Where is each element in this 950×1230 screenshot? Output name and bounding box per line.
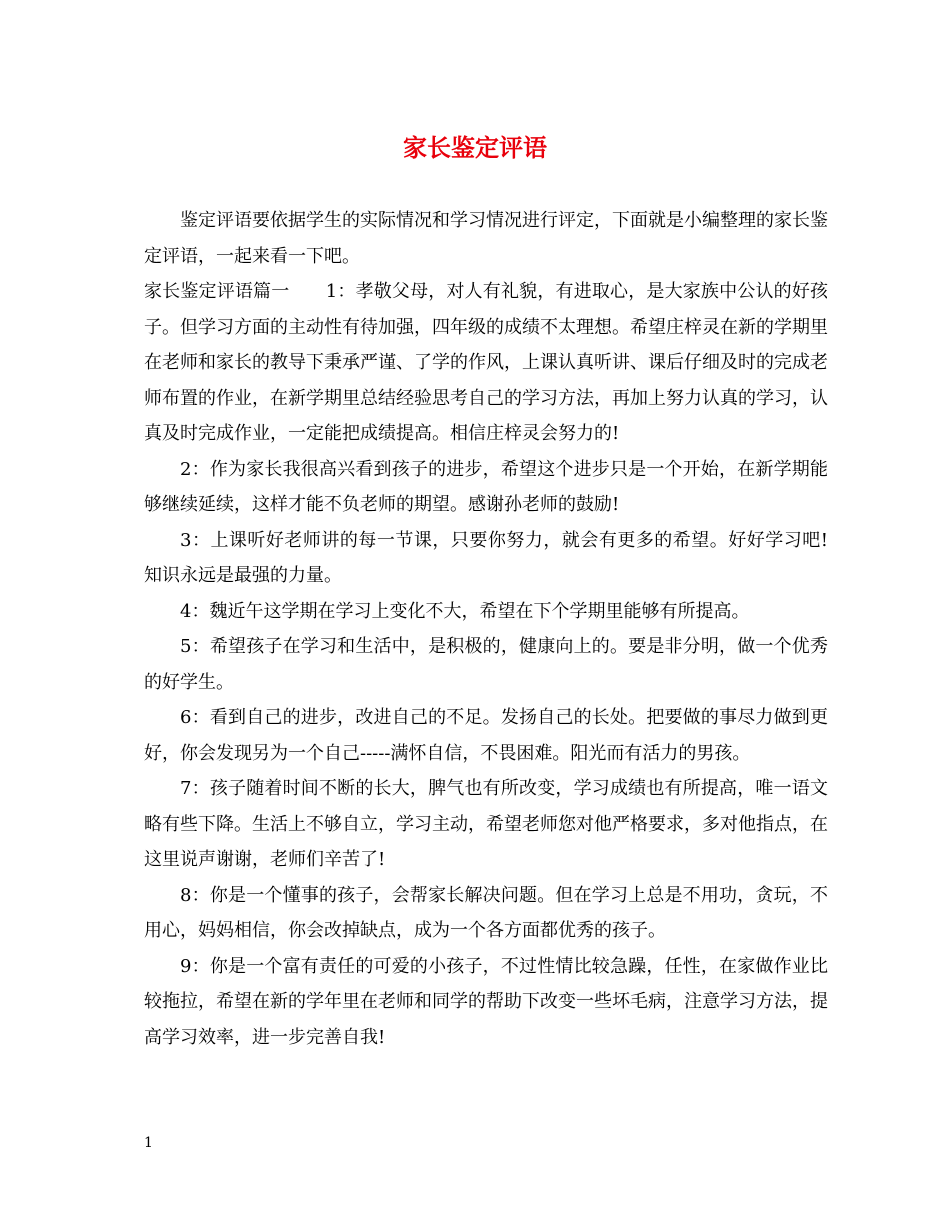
paragraph-7: 7：孩子随着时间不断的长大，脾气也有所改变，学习成绩也有所提高，唯一语文略有些下降。生活上不够自立，学习主动，希望老师您对他严格要求，多对他指点，在这里说声谢谢，老师们辛苦了! — [144, 778, 828, 870]
document-body — [144, 203, 828, 1055]
paragraph-6: 6：看到自己的进步，改进自己的不足。发扬自己的长处。把要做的事尽力做到更好，你会发现另为一个自己-----满怀自信，不畏困难。阳光而有活力的男孩。 — [144, 707, 828, 764]
paragraph-1: 家长鉴定评语篇一 1：孝敬父母，对人有礼貌，有进取心，是大家族中公认的好孩子。但学习方面的主动性有待加强，四年级的成绩不太理想。希望庄梓灵在新的学期里在老师和家长的教导下秉承严谨、了学的作风，上课认真听讲、课后仔细及时的完成老师布置的作业，在新学期里总结经验思考自己的学习方法，再加上努力认真的学习，认真及时完成作业，一定能把成绩提高。相信庄梓灵会努力的! — [144, 281, 828, 444]
page-number: 1 — [144, 1135, 153, 1151]
paragraph-8: 8：你是一个懂事的孩子，会帮家长解决问题。但在学习上总是不用功，贪玩，不用心，妈妈相信，你会改掉缺点，成为一个各方面都优秀的孩子。 — [144, 884, 828, 941]
paragraph-5: 5：希望孩子在学习和生活中，是积极的，健康向上的。要是非分明，做一个优秀的好学生。 — [144, 636, 828, 693]
paragraph-4: 4：魏近午这学期在学习上变化不大，希望在下个学期里能够有所提高。 — [180, 600, 750, 622]
intro-paragraph: 鉴定评语要依据学生的实际情况和学习情况进行评定，下面就是小编整理的家长鉴定评语，一起来看一下吧。 — [144, 210, 828, 267]
document-title: 家长鉴定评语 — [403, 133, 547, 162]
paragraph-3: 3：上课听好老师讲的每一节课，只要你努力，就会有更多的希望。好好学习吧!知识永远是最强的力量。 — [144, 529, 828, 586]
paragraph-9: 9：你是一个富有责任的可爱的小孩子，不过性情比较急躁，任性，在家做作业比较拖拉，希望在新的学年里在老师和同学的帮助下改变一些坏毛病，注意学习方法，提高学习效率，进一步完善自我! — [144, 955, 828, 1048]
paragraph-2: 2：作为家长我很高兴看到孩子的进步，希望这个进步只是一个开始，在新学期能够继续延续，这样才能不负老师的期望。感谢孙老师的鼓励! — [144, 458, 828, 515]
